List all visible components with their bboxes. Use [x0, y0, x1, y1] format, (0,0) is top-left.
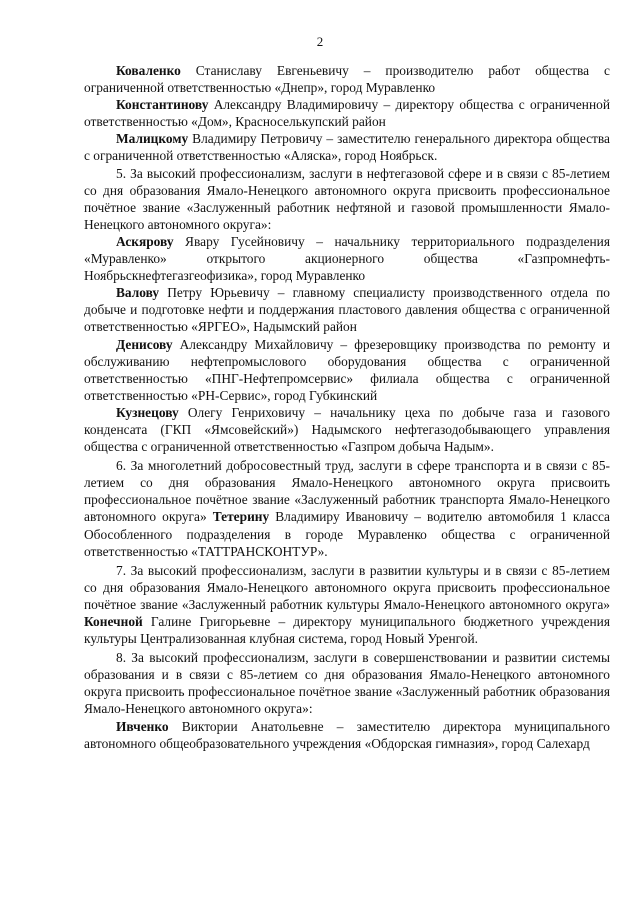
person-name: Валову	[116, 285, 160, 301]
para-malitsky	[84, 130, 610, 164]
para-item-8	[84, 649, 610, 717]
document-body	[84, 62, 610, 752]
paragraph-text: Явару Гусейновичу – начальнику территориального подразделения «Муравленко» открытого акционерного общества «Газпромнефть-Ноябрьскнефтегазгеофизика», город Муравленко	[84, 233, 610, 284]
para-askerov	[84, 233, 610, 284]
paragraph-text: Александру Владимировичу – директору общества с ограниченной ответственностью «Дом», Красноселькупский район	[84, 97, 610, 130]
para-item-7	[84, 562, 610, 647]
paragraph-text: Олегу Генриховичу – начальнику цеха по добыче газа и газового конденсата (ГКП «Ямсовейский») Надымского нефтегазодобывающего управления общества с ограниченной ответственностью «Газпром добыча Надым».	[84, 404, 610, 455]
para-kovalenko	[84, 62, 610, 96]
para-konstantinov	[84, 96, 610, 130]
paragraph-text: Галине Григорьевне – директору муниципального бюджетного учреждения культуры Централизованная клубная система, город Новый Уренгой.	[84, 614, 610, 647]
person-name: Конечной	[84, 614, 143, 629]
person-name: Тетерину	[212, 509, 270, 525]
paragraph-text: Петру Юрьевичу – главному специалисту производственного отдела по добыче и подготовке нефти и поддержания пластового давления общества с ограниченной ответственностью «ЯРГЕО», Надымский район	[84, 285, 610, 335]
para-kuznetsov	[84, 404, 610, 455]
para-valov	[84, 284, 610, 335]
paragraph-text: 7. За высокий профессионализм, заслуги в развитии культуры и в связи с 85-летием со дня образования Ямало-Ненецкого автономного округа присвоить профессиональное почётное звание «Заслуженный работник культуры Ямало-Ненецкого автономного округа»	[84, 562, 610, 612]
paragraph-text: Станиславу Евгеньевичу – производителю работ общества с ограниченной ответственностью «Днепр», город Муравленко	[84, 63, 610, 96]
person-name: Малицкому	[116, 131, 189, 147]
para-item-6	[84, 457, 610, 560]
person-name: Кузнецову	[116, 404, 179, 420]
para-item-5	[84, 165, 610, 233]
person-name: Ивченко	[116, 718, 169, 734]
paragraph-text: 5. За высокий профессионализм, заслуги в нефтегазовой сфере и в связи с 85-летием со дня образования Ямало-Ненецкого автономного округа присвоить профессиональное почётное звание «Заслуженный работник нефтяной и газовой промышленности Ямало-Ненецкого автономного округа»:	[84, 165, 610, 232]
paragraph-text: Владимиру Ивановичу – водителю автомобиля 1 класса Обособленного подразделения в городе Муравленко общества с ограниченной ответственностью «ТАТТРАНСКОНТУР».	[84, 509, 610, 559]
para-denisov	[84, 336, 610, 404]
paragraph-text: Владимиру Петровичу – заместителю генерального директора общества с ограниченной ответственностью «Аляска», город Ноябрьск.	[84, 131, 610, 164]
page-number: 2	[316, 34, 324, 49]
person-name: Аскярову	[116, 233, 174, 249]
paragraph-text: 6. За многолетний добросовестный труд, заслуги в сфере транспорта и в связи с 85-летием со дня образования Ямало-Ненецкого автономного округа присвоить профессиональное почётное звание «Заслуженный работник транспорта Ямало-Ненецкого автономного округа»	[84, 458, 610, 525]
person-name: Коваленко	[116, 63, 181, 78]
para-ivchenko	[84, 718, 610, 752]
paragraph-text: 8. За высокий профессионализм, заслуги в совершенствовании и развитии системы образования и в связи с 85-летием со дня образования Ямало-Ненецкого автономного округа присвоить профессиональное почётное звание «Заслуженный работник образования Ямало-Ненецкого автономного округа»:	[84, 650, 610, 717]
paragraph-text: Виктории Анатольевне – заместителю директора муниципального автономного общеобразовательного учреждения «Обдорская гимназия», город Салехард	[84, 718, 610, 751]
person-name: Константинову	[116, 97, 209, 113]
paragraph-text: Александру Михайловичу – фрезеровщику производства по ремонту и обслуживанию нефтепромыслового оборудования общества с ограниченной ответственностью «ПНГ-Нефтепромсервис» филиала общества с ограниченной ответственностью «РН-Сервис», город Губкинский	[84, 336, 610, 403]
person-name: Денисову	[116, 336, 173, 352]
